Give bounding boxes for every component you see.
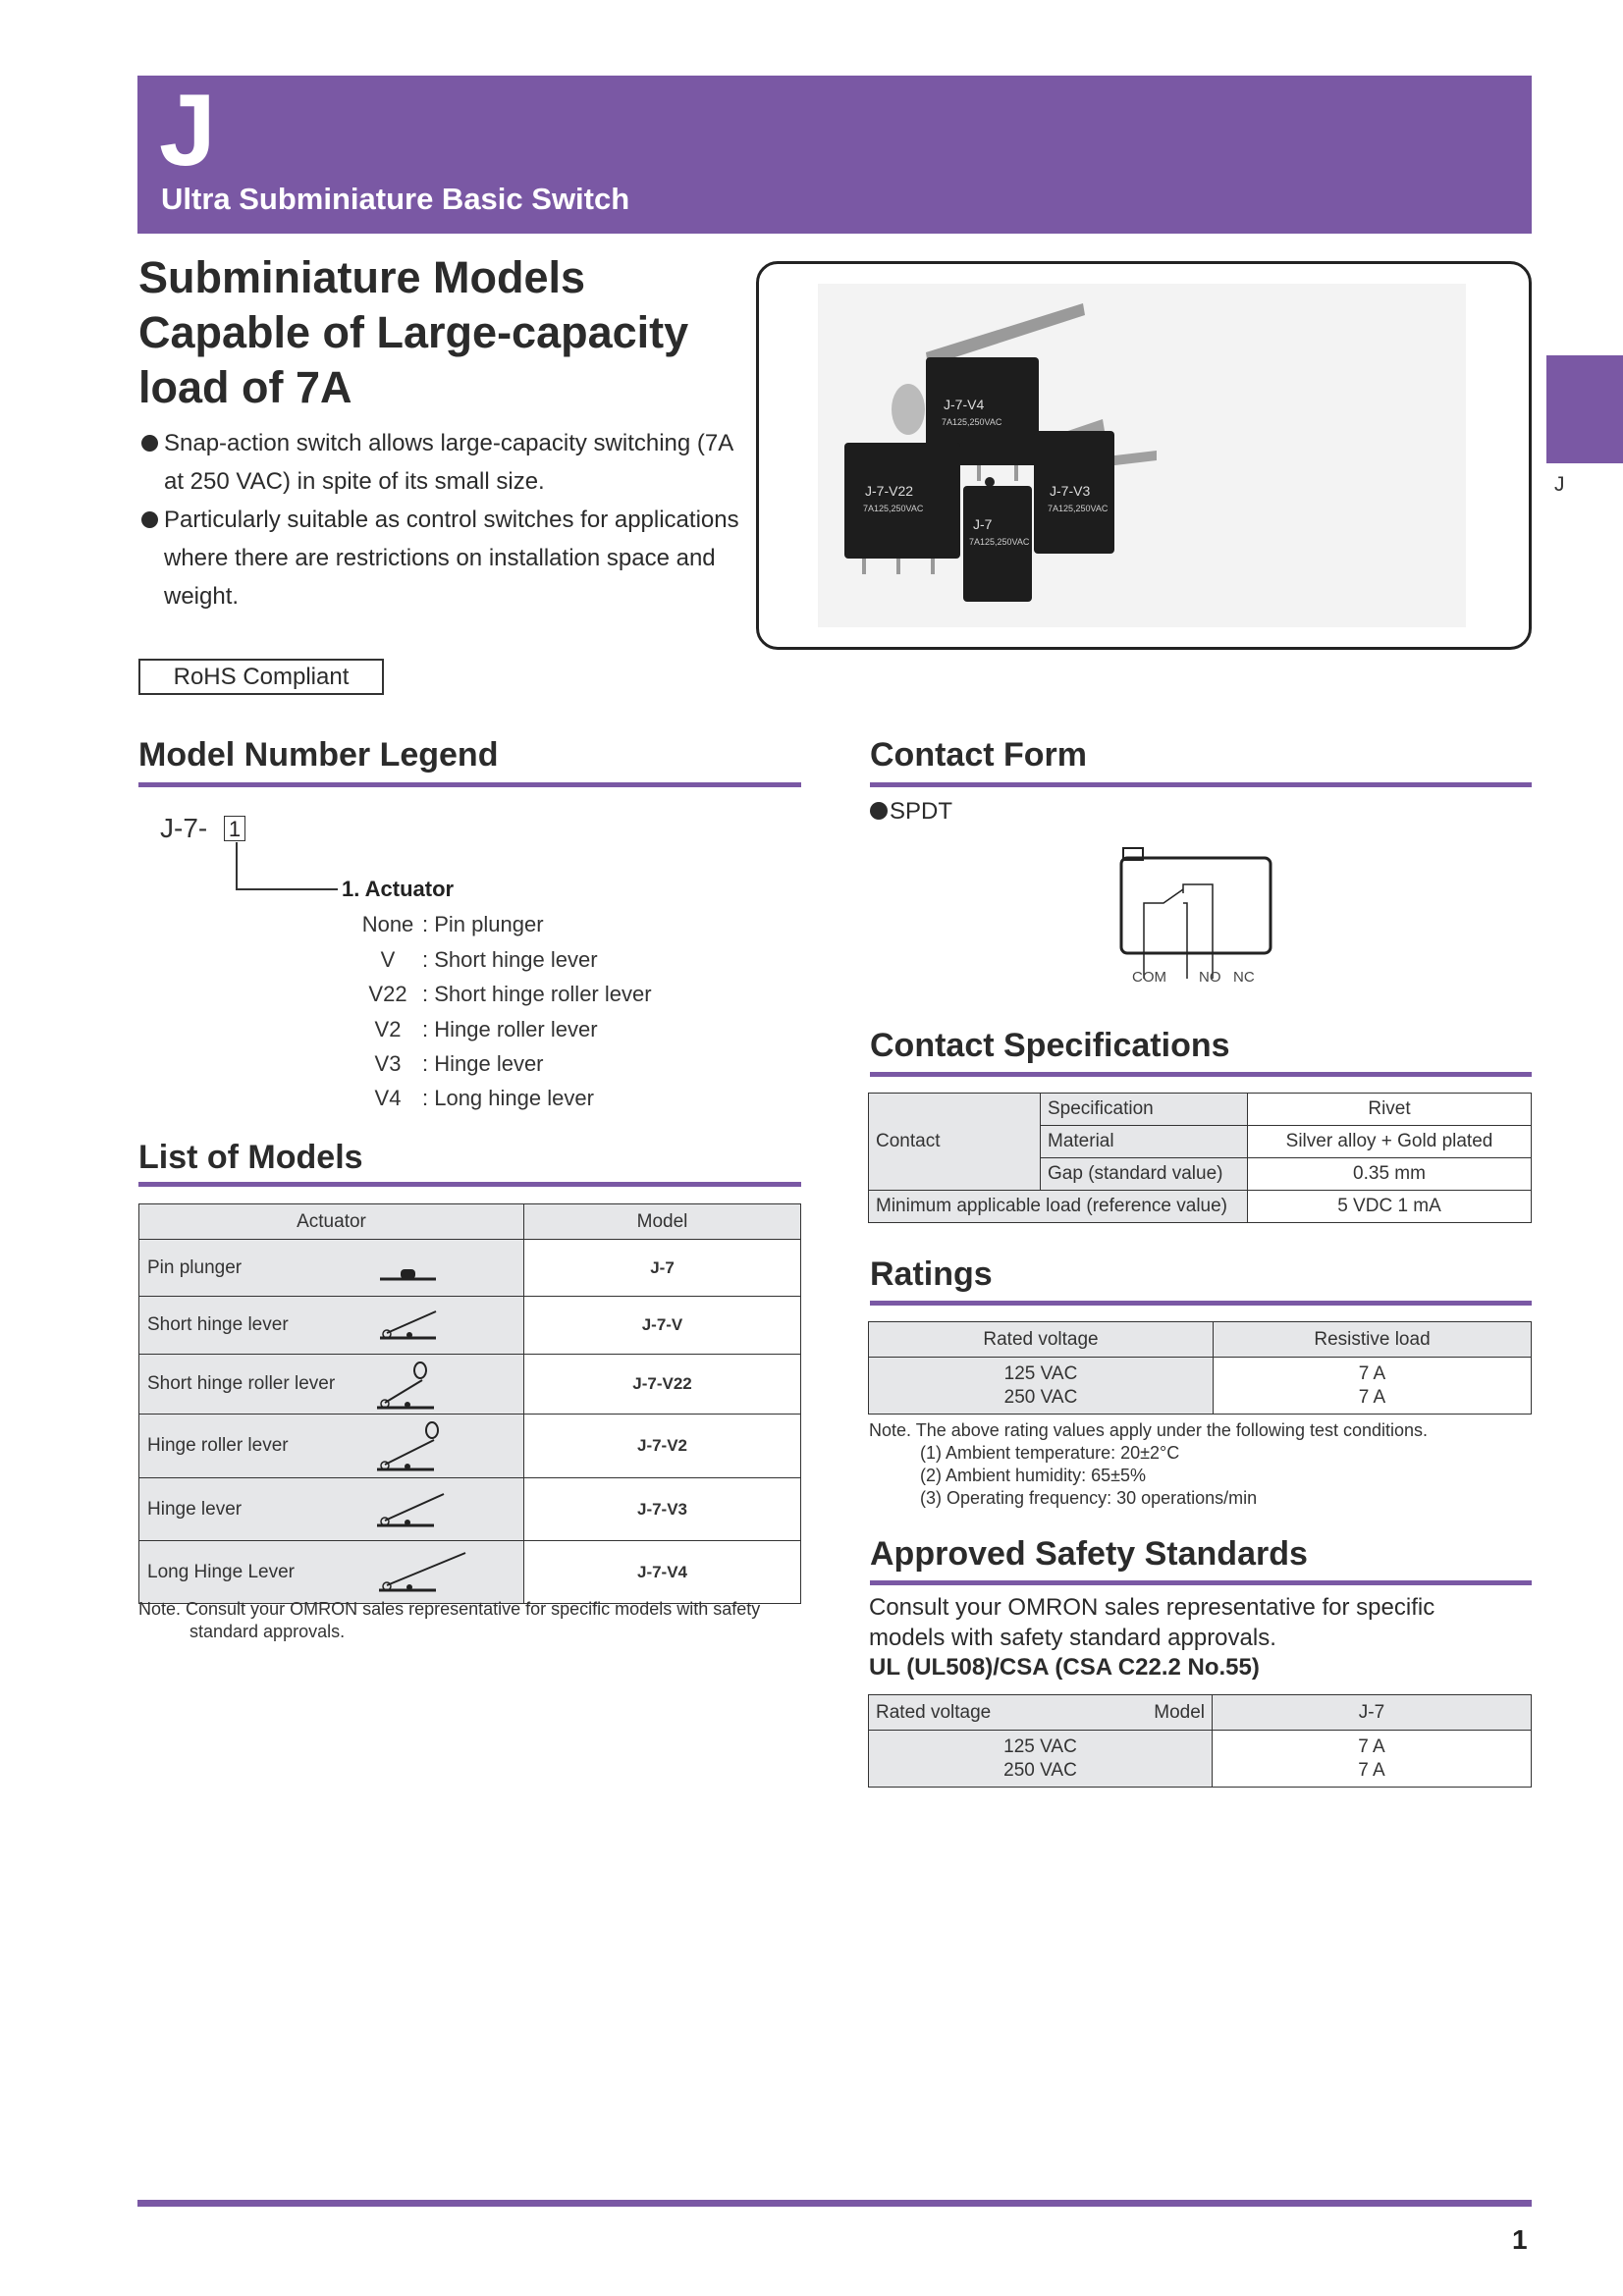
voltage-value: 125 VAC	[1003, 1362, 1078, 1384]
column-header: Model	[524, 1204, 801, 1240]
contact-type-label: SPDT	[890, 798, 953, 825]
side-index-tab	[1546, 355, 1623, 463]
legend-desc: : Long hinge lever	[422, 1086, 594, 1110]
svg-text:7A125,250VAC: 7A125,250VAC	[969, 537, 1030, 547]
actuator-name: Pin plunger	[147, 1256, 243, 1278]
approved-text-line: Consult your OMRON sales representative for specific	[869, 1594, 1435, 1621]
actuator-name: Hinge lever	[147, 1498, 243, 1520]
footer-rule	[137, 2200, 1532, 2207]
feature-list	[138, 424, 747, 615]
feature-text: Snap-action switch allows large-capacity switching (7A at 250 VAC) in spite of its small size.	[164, 430, 732, 495]
note-line: Note. The above rating values apply under the following test conditions.	[869, 1420, 1429, 1440]
product-photo-illustration	[759, 264, 1529, 647]
spec-value: Silver alloy + Gold plated	[1248, 1126, 1532, 1158]
section-rule	[138, 1182, 801, 1187]
table-row	[869, 1094, 1532, 1126]
table-row	[869, 1358, 1532, 1415]
headline-line: Subminiature Models	[138, 252, 586, 302]
legend-item	[353, 1017, 598, 1042]
note-line: Note. Consult your OMRON sales representative for specific models with safety	[138, 1599, 761, 1619]
column-header: Rated voltage	[876, 1701, 992, 1723]
legend-desc: : Pin plunger	[422, 912, 544, 936]
approved-description	[869, 1592, 1537, 1653]
switch-j-7-v3	[1034, 431, 1114, 554]
svg-text:7A125,250VAC: 7A125,250VAC	[942, 417, 1002, 427]
svg-text:J-7: J-7	[973, 516, 993, 532]
table-row	[139, 1297, 801, 1355]
table-row	[139, 1478, 801, 1541]
column-header: J-7	[1213, 1695, 1532, 1731]
table-row	[139, 1355, 801, 1415]
ratings-note	[869, 1419, 1428, 1510]
legend-connector	[236, 888, 338, 890]
legend-desc: : Hinge lever	[422, 1051, 544, 1076]
load-value: 7 A	[1358, 1735, 1385, 1757]
load-value: 7 A	[1358, 1386, 1386, 1408]
rohs-badge: RoHS Compliant	[138, 659, 384, 695]
legend-item	[353, 982, 652, 1007]
table-row	[139, 1541, 801, 1604]
table-row	[139, 1415, 801, 1478]
legend-code: None	[361, 912, 414, 936]
page-number: 1	[1512, 2224, 1528, 2255]
load-value: 7 A	[1358, 1759, 1385, 1781]
section-title-list-of-models: List of Models	[138, 1139, 363, 1176]
headline-line: Capable of Large-capacity	[138, 307, 689, 357]
feature-item	[138, 501, 747, 615]
series-subtitle: Ultra Subminiature Basic Switch	[161, 182, 630, 216]
section-title-ratings: Ratings	[870, 1255, 993, 1293]
legend-desc: : Short hinge lever	[422, 947, 598, 972]
headline-line: load of 7A	[138, 362, 352, 412]
com-line	[1144, 889, 1183, 979]
model-code-prefix: J-7-	[160, 813, 208, 843]
spec-value: 0.35 mm	[1248, 1158, 1532, 1191]
legend-connector	[236, 842, 238, 889]
actuator-name: Long Hinge Lever	[147, 1561, 295, 1582]
actuator-name: Short hinge roller lever	[147, 1373, 336, 1394]
product-photo	[756, 261, 1532, 650]
spec-label: Minimum applicable load (reference value)	[869, 1191, 1248, 1223]
section-rule	[870, 1072, 1532, 1077]
legend-item	[353, 1051, 544, 1077]
bullet-icon	[141, 511, 158, 528]
legend-heading: 1. Actuator	[342, 877, 455, 901]
legend-code: V3	[374, 1051, 402, 1076]
pin-plunger-icon	[375, 1254, 444, 1283]
actuator-name: Hinge roller lever	[147, 1435, 289, 1456]
ratings-table	[868, 1321, 1532, 1415]
legend-desc: : Short hinge roller lever	[422, 982, 652, 1006]
feature-item	[138, 424, 747, 501]
legend-item	[353, 1086, 594, 1111]
legend-code: V4	[374, 1086, 402, 1110]
terminal-label: NC	[1233, 969, 1255, 986]
bullet-icon	[141, 435, 158, 452]
model-cell: J-7-V4	[524, 1541, 801, 1604]
header-band	[137, 76, 1532, 234]
legend-item	[353, 912, 544, 937]
section-title-model-legend: Model Number Legend	[138, 736, 499, 774]
note-line: standard approvals.	[189, 1622, 346, 1641]
svg-text:7A125,250VAC: 7A125,250VAC	[1048, 504, 1109, 513]
load-value: 7 A	[1358, 1362, 1386, 1384]
hinge-roller-lever-icon	[373, 1418, 461, 1475]
spec-label: Specification	[1041, 1094, 1248, 1126]
model-cell: J-7-V	[524, 1297, 801, 1355]
hinge-lever-icon	[373, 1490, 461, 1529]
note-condition: (1) Ambient temperature: 20±2°C	[920, 1443, 1180, 1463]
contact-spec-table	[868, 1093, 1532, 1223]
voltage-value: 250 VAC	[1003, 1386, 1078, 1408]
svg-text:J-7-V22: J-7-V22	[865, 483, 914, 499]
legend-code: V	[380, 947, 396, 972]
approved-table	[868, 1694, 1532, 1788]
table-row	[869, 1191, 1532, 1223]
spec-label: Material	[1041, 1126, 1248, 1158]
approved-text-line: models with safety standard approvals.	[869, 1625, 1276, 1651]
section-title-approved: Approved Safety Standards	[870, 1535, 1308, 1573]
terminal-label: NO	[1199, 969, 1221, 986]
models-table	[138, 1203, 801, 1604]
note-condition: (3) Operating frequency: 30 operations/min	[920, 1488, 1258, 1508]
contact-form-type	[870, 798, 952, 826]
column-header: Actuator	[139, 1204, 524, 1240]
note-condition: (2) Ambient humidity: 65±5%	[920, 1466, 1146, 1485]
column-header: Rated voltage	[869, 1322, 1214, 1358]
bullet-icon	[870, 802, 888, 820]
legend-code: V2	[374, 1017, 402, 1041]
spec-value: Rivet	[1248, 1094, 1532, 1126]
terminal-label: COM	[1132, 969, 1166, 986]
no-line	[1183, 903, 1187, 979]
spdt-diagram	[1109, 846, 1306, 993]
column-header: Model	[1154, 1701, 1205, 1723]
spec-label: Gap (standard value)	[1041, 1158, 1248, 1191]
models-note	[138, 1598, 806, 1643]
short-hinge-roller-lever-icon	[373, 1357, 452, 1412]
side-index-letter: J	[1554, 473, 1565, 496]
column-header: Resistive load	[1214, 1322, 1532, 1358]
actuator-name: Short hinge lever	[147, 1314, 289, 1335]
spec-value: 5 VDC 1 mA	[1248, 1191, 1532, 1223]
legend-desc: : Hinge roller lever	[422, 1017, 598, 1041]
model-cell: J-7-V3	[524, 1478, 801, 1541]
section-rule	[870, 1301, 1532, 1306]
model-cell: J-7-V22	[524, 1355, 801, 1415]
table-row	[139, 1240, 801, 1297]
spec-group-label: Contact	[869, 1094, 1041, 1191]
switch-j-7	[963, 477, 1032, 602]
model-cell: J-7	[524, 1240, 801, 1297]
svg-text:J-7-V4: J-7-V4	[944, 397, 985, 412]
section-rule	[138, 782, 801, 787]
section-rule	[870, 782, 1532, 787]
approved-standard: UL (UL508)/CSA (CSA C22.2 No.55)	[869, 1654, 1260, 1681]
model-code-box: 1	[224, 816, 245, 841]
section-title-contact-specs: Contact Specifications	[870, 1027, 1230, 1064]
model-cell: J-7-V2	[524, 1415, 801, 1478]
voltage-value: 125 VAC	[1003, 1735, 1077, 1757]
legend-code: V22	[368, 982, 407, 1006]
feature-text: Particularly suitable as control switches for applications where there are restrictions on installation space and weight.	[164, 507, 739, 610]
table-row	[869, 1731, 1532, 1788]
svg-text:7A125,250VAC: 7A125,250VAC	[863, 504, 924, 513]
section-rule	[870, 1580, 1532, 1585]
short-hinge-lever-icon	[375, 1307, 454, 1342]
page-headline	[138, 250, 747, 415]
svg-text:J-7-V3: J-7-V3	[1050, 483, 1091, 499]
long-hinge-lever-icon	[375, 1549, 473, 1594]
section-title-contact-form: Contact Form	[870, 736, 1087, 774]
legend-item	[353, 947, 598, 973]
series-letter: J	[159, 74, 216, 187]
voltage-value: 250 VAC	[1003, 1759, 1077, 1781]
